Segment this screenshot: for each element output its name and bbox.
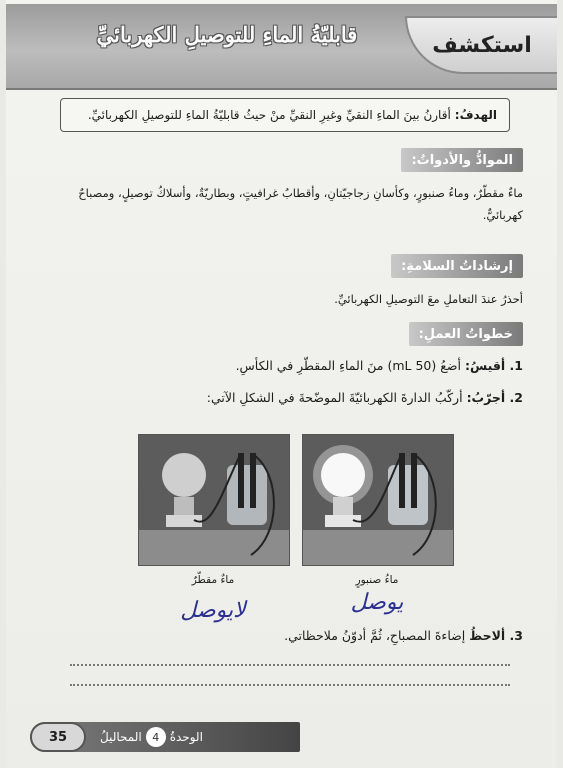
goal-label: الهدفُ: bbox=[454, 108, 497, 122]
step-2 bbox=[53, 390, 523, 405]
safety-heading: إرشاداتُ السلامةِ: bbox=[391, 254, 523, 278]
step-3-label: 3. ألاحظُ bbox=[469, 628, 523, 643]
distilled-water-handwritten-answer: لايوصل bbox=[180, 598, 246, 623]
materials-text: ماءٌ مقطّرٌ، وماءُ صنبورٍ، وكأسانِ زجاجيّتانِ، وأقطابُ غرافيتٍ، وبطاريّةٌ، وأسلاكُ توصيلٍ، ومصباحٌ كهربائيٌّ. bbox=[78, 186, 523, 222]
goal-text: أقارنُ بينَ الماءِ النقيِّ وغيرِ النقيِّ منْ حيثُ قابليّةُ الماءِ للتوصيلِ الكهربائيِّ. bbox=[87, 108, 451, 122]
unit-info bbox=[100, 722, 290, 752]
step-2-text: أركّبُ الدارةَ الكهربائيّةَ الموضّحةَ في الشكلِ الآتي: bbox=[206, 390, 463, 405]
step-1-label: 1. أقيسُ: bbox=[464, 358, 523, 373]
unit-name: المحاليلُ bbox=[100, 730, 142, 744]
step-1-text: أضعُ (50 mL) منَ الماءِ المقطّرِ في الكأسِ. bbox=[235, 358, 461, 373]
distilled-water-circuit-illustration bbox=[139, 435, 289, 565]
lesson-header bbox=[6, 4, 557, 90]
tap-water-handwritten-answer: يوصل bbox=[350, 590, 404, 615]
answer-line-1[interactable] bbox=[70, 664, 510, 666]
tap-water-caption: ماءُ صنبورٍ bbox=[355, 574, 399, 586]
distilled-water-photo bbox=[138, 434, 290, 566]
procedure-heading: خطواتُ العملِ: bbox=[409, 322, 523, 346]
materials-heading: الموادُّ والأدواتُ: bbox=[401, 148, 523, 172]
explore-badge: استكشف bbox=[405, 16, 557, 74]
step-3 bbox=[53, 628, 523, 643]
step-3-text: إضاءةَ المصباحِ، ثُمَّ أدوّنُ ملاحظاتي. bbox=[284, 628, 466, 643]
distilled-water-caption: ماءٌ مقطّرٌ bbox=[191, 574, 235, 586]
unit-number: 4 bbox=[146, 727, 166, 747]
step-2-label: 2. أجرّبُ: bbox=[466, 390, 523, 405]
page-number: 35 bbox=[30, 722, 86, 752]
tap-water-circuit-illustration bbox=[303, 435, 453, 565]
lesson-title: قابليّةُ الماءِ للتوصيلِ الكهربائيِّ bbox=[96, 22, 358, 47]
tap-water-photo bbox=[302, 434, 454, 566]
answer-line-2[interactable] bbox=[70, 684, 510, 686]
safety-text: أحذرُ عندَ التعاملِ معَ التوصيلِ الكهربائيِّ. bbox=[334, 292, 523, 306]
step-1 bbox=[53, 358, 523, 373]
unit-label: الوحدةُ bbox=[169, 730, 203, 744]
goal-box bbox=[60, 98, 510, 132]
